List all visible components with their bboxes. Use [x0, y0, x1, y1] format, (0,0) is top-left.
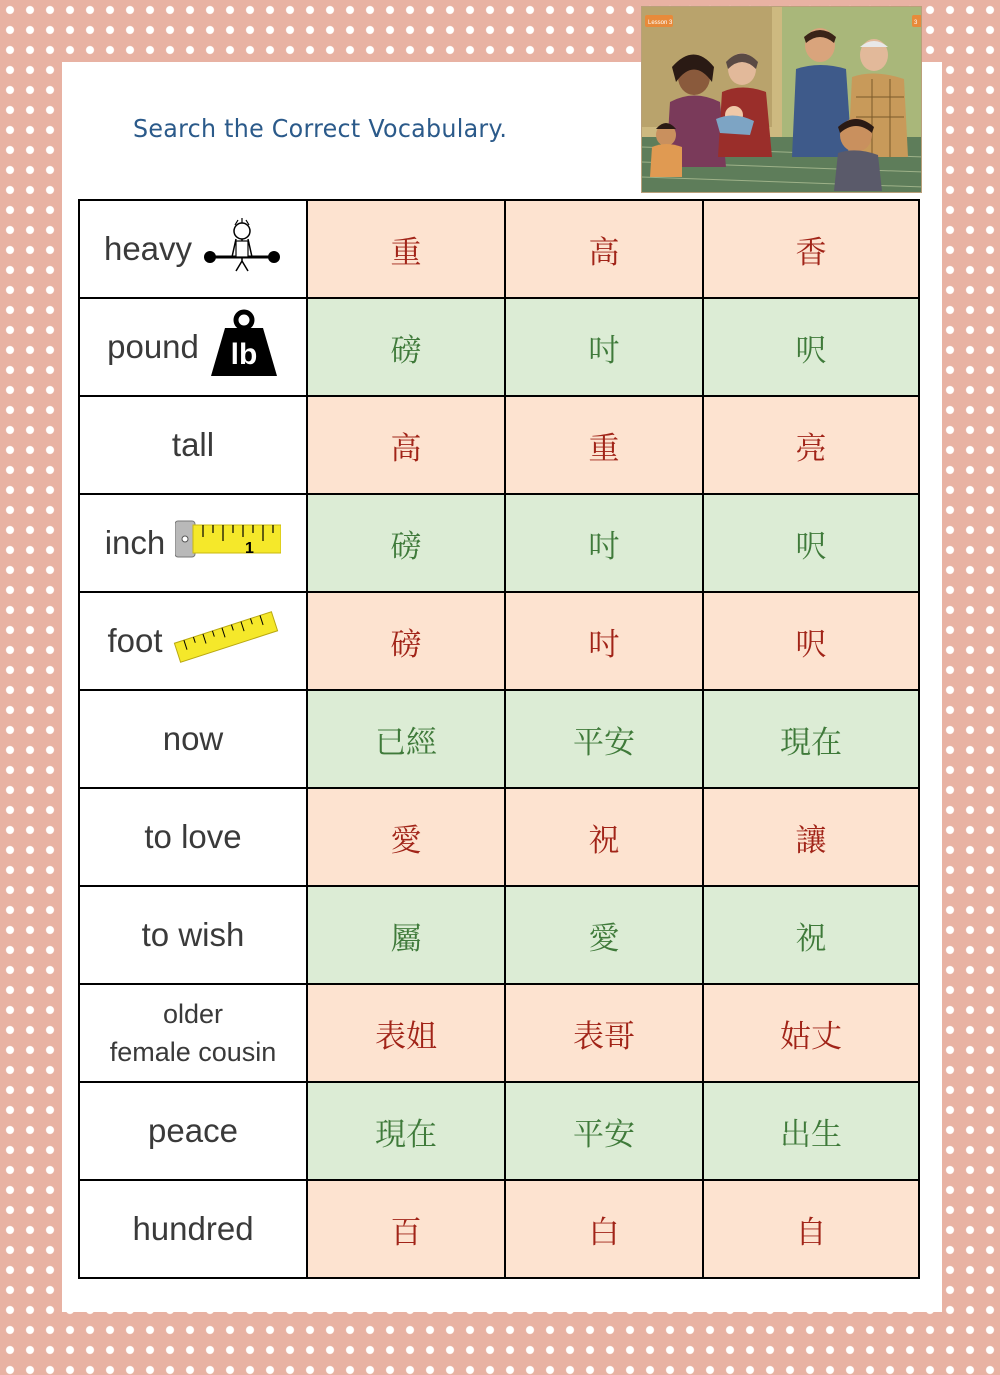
option-cell[interactable]: 白	[505, 1180, 703, 1278]
option-cell[interactable]: 表姐	[307, 984, 505, 1082]
option-cell[interactable]: 現在	[307, 1082, 505, 1180]
option-cell[interactable]: 姑丈	[703, 984, 919, 1082]
option-cell[interactable]: 平安	[505, 1082, 703, 1180]
option-cell[interactable]: 已經	[307, 690, 505, 788]
option-cell[interactable]: 自	[703, 1180, 919, 1278]
option-cell[interactable]: 吋	[505, 298, 703, 396]
option-cell[interactable]: 吋	[505, 592, 703, 690]
word-label: inch	[104, 524, 166, 561]
table-row	[79, 1180, 919, 1278]
word-cell	[79, 494, 307, 592]
word-label: heavy	[103, 230, 193, 267]
word-cell	[79, 592, 307, 690]
option-cell[interactable]: 磅	[307, 298, 505, 396]
option-cell[interactable]: 呎	[703, 592, 919, 690]
weight-lb-label: lb	[230, 338, 258, 371]
option-cell[interactable]: 重	[307, 200, 505, 298]
table-row	[79, 984, 919, 1082]
option-cell[interactable]: 愛	[307, 788, 505, 886]
option-cell[interactable]: 呎	[703, 494, 919, 592]
table-row	[79, 494, 919, 592]
word-label: peace	[148, 1112, 238, 1149]
option-cell[interactable]: 祝	[703, 886, 919, 984]
inch-mark-label: 1	[245, 540, 255, 557]
option-cell[interactable]: 重	[505, 396, 703, 494]
word-cell	[79, 298, 307, 396]
option-cell[interactable]: 磅	[307, 494, 505, 592]
tape-measure-inch-icon	[175, 519, 281, 567]
page-title: Search the Correct Vocabulary.	[133, 114, 508, 143]
word-label: to love	[144, 818, 242, 855]
weightlifter-icon	[202, 217, 282, 281]
option-cell[interactable]: 吋	[505, 494, 703, 592]
table-row	[79, 788, 919, 886]
option-cell[interactable]: 現在	[703, 690, 919, 788]
option-cell[interactable]: 高	[307, 396, 505, 494]
word-cell	[79, 200, 307, 298]
weight-lb-icon	[209, 308, 279, 386]
word-cell	[79, 1180, 307, 1278]
table-row	[79, 592, 919, 690]
vocabulary-table	[78, 199, 920, 1279]
option-cell[interactable]: 屬	[307, 886, 505, 984]
table-row	[79, 690, 919, 788]
word-cell	[79, 396, 307, 494]
option-cell[interactable]: 祝	[505, 788, 703, 886]
option-cell[interactable]: 百	[307, 1180, 505, 1278]
option-cell[interactable]: 出生	[703, 1082, 919, 1180]
illustration-badge-right: 3	[914, 20, 918, 26]
word-label: to wish	[141, 916, 245, 953]
word-cell	[79, 788, 307, 886]
word-label: foot	[107, 622, 163, 659]
word-label-line2: female cousin	[109, 1037, 277, 1067]
option-cell[interactable]: 讓	[703, 788, 919, 886]
ruler-icon	[173, 611, 279, 671]
option-cell[interactable]: 愛	[505, 886, 703, 984]
option-cell[interactable]: 香	[703, 200, 919, 298]
option-cell[interactable]: 呎	[703, 298, 919, 396]
word-cell	[79, 690, 307, 788]
word-cell	[79, 984, 307, 1082]
option-cell[interactable]: 平安	[505, 690, 703, 788]
word-label-line1: older	[162, 999, 224, 1029]
table-row	[79, 298, 919, 396]
word-cell	[79, 886, 307, 984]
option-cell[interactable]: 高	[505, 200, 703, 298]
word-label: now	[162, 720, 224, 757]
table-row	[79, 886, 919, 984]
table-row	[79, 200, 919, 298]
word-label: hundred	[132, 1210, 254, 1247]
table-row	[79, 396, 919, 494]
family-illustration	[641, 6, 922, 193]
word-label: tall	[171, 426, 215, 463]
illustration-badge-left: Lesson 3	[648, 20, 673, 26]
option-cell[interactable]: 磅	[307, 592, 505, 690]
option-cell[interactable]: 亮	[703, 396, 919, 494]
word-cell	[79, 1082, 307, 1180]
table-row	[79, 1082, 919, 1180]
word-label: pound	[107, 328, 199, 365]
option-cell[interactable]: 表哥	[505, 984, 703, 1082]
